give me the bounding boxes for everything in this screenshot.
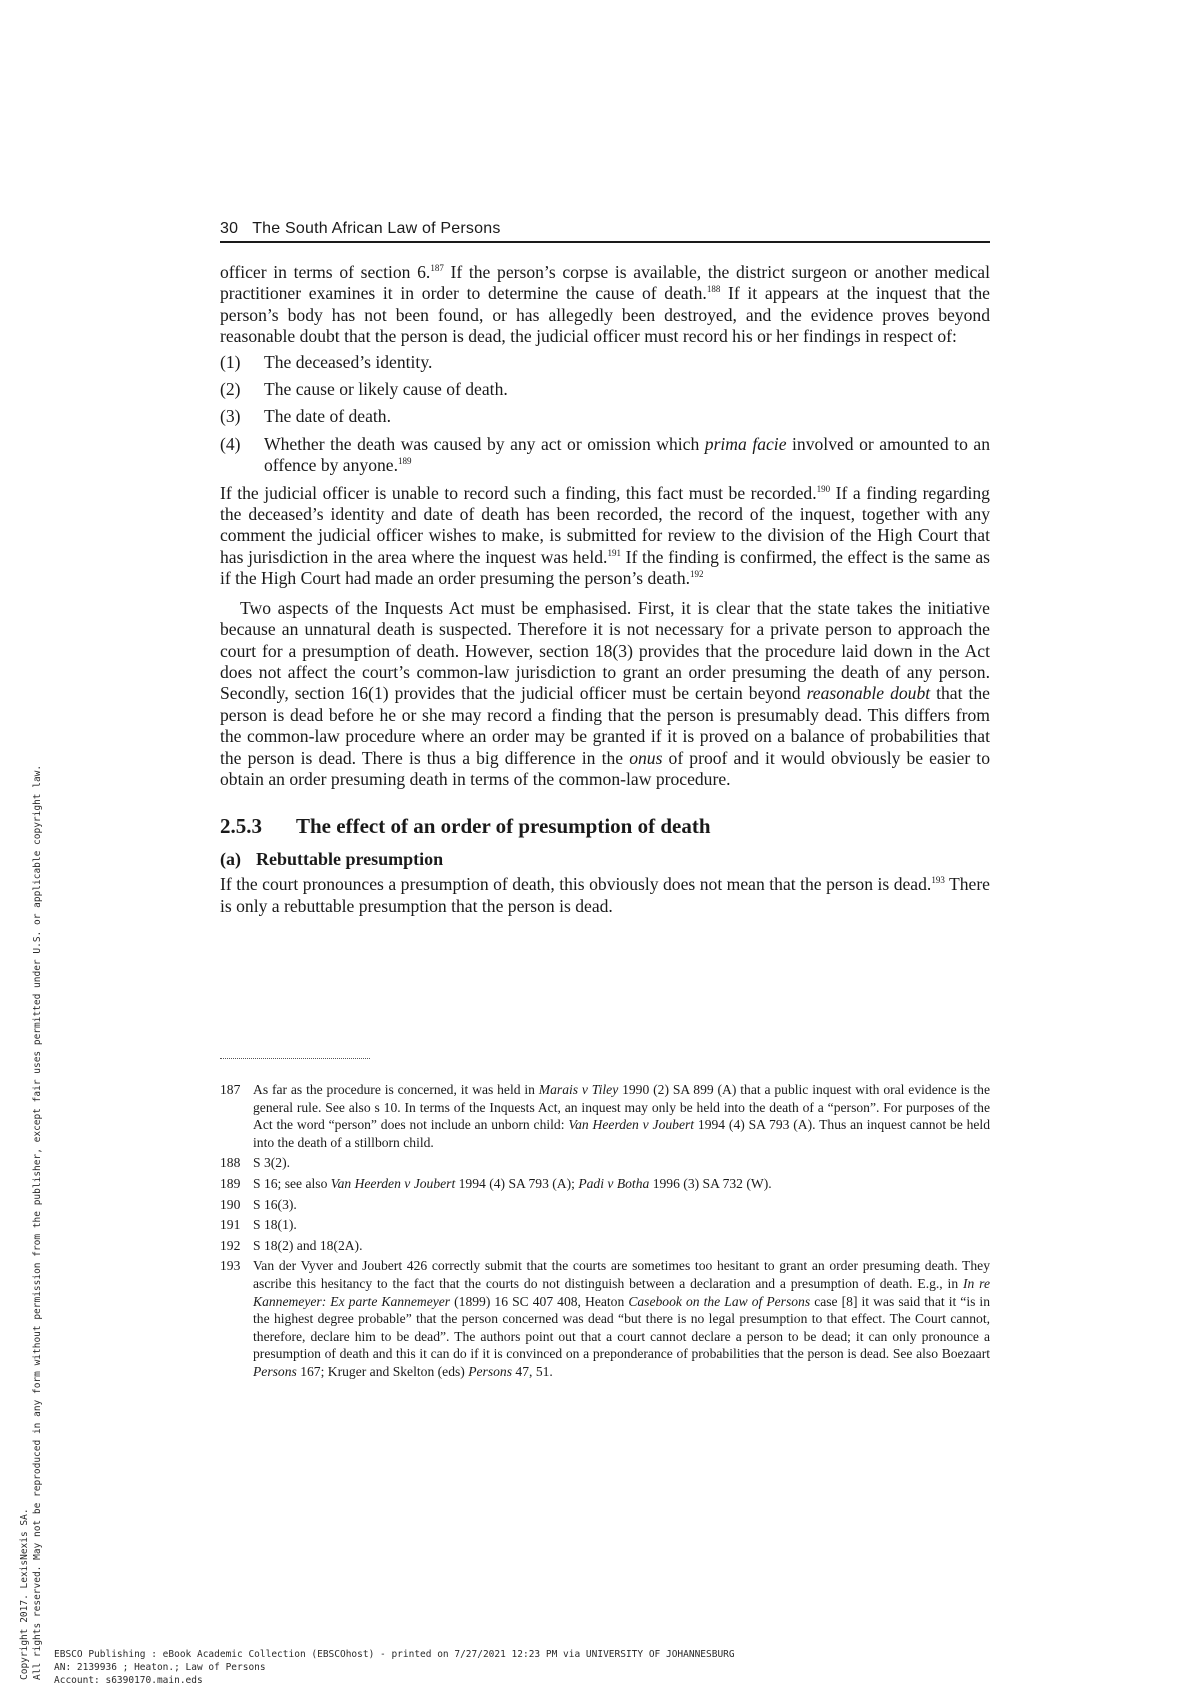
paragraph-inquest-findings: officer in terms of section 6.$^{187}$ If the person’s corpse is available, the district surgeon or another medical practitioner examines it in order to determine the cause of death.$^{188}$ If it appears at the inquest that the person’s body has not been found, or has allegedly been destroyed, and the evidence proves beyond reasonable doubt that the person is dead, the judicial officer must record his or her findings in respect of: <box>220 262 990 347</box>
footnote-ref-187: 187 <box>430 263 444 274</box>
footnote-191: 191 S 18(1). <box>220 1217 297 1233</box>
footnote-188: 188 S 3(2). <box>220 1155 291 1171</box>
running-title: The South African Law of Persons <box>252 220 501 237</box>
footnote-ref-193: 193 <box>931 875 945 886</box>
footnote-187: 187 As far as the procedure is concerned, it was held in Marais v Tiley 1990 (2) SA 899 (A) that a public inquest with oral evidence is the general rule. See also s 10. In terms of the Inquests Act, an inquest may only be held into the death of a “person”. For purposes of the Act the word “person” does not include an unborn child: Van Heerden v Joubert 1994 (4) SA 793 (A). Thus an inquest cannot be held into the death of a stillborn child. <box>220 1082 990 1150</box>
footnote-192: 192 S 18(2) and 18(2A). <box>220 1237 363 1253</box>
list-item: (1) The deceased’s identity. <box>220 351 433 372</box>
print-footer: EBSCO Publishing : eBook Academic Collection (EBSCOhost) - printed on 7/27/2021 12:23 PM via UNIVERSITY OF JOHANNESBURG AN: 2139936 ; Heaton.; Law of Persons Account: s6390170.main.eds <box>54 1649 735 1686</box>
footnote-ref-189: 189 <box>398 456 412 467</box>
paragraph-review: If the judicial officer is unable to record such a finding, this fact must be recorded.$^{190}$ If a finding regarding the deceased’s identity and date of death has been recorded, the record of the inquest, together with any comment the judicial officer wishes to make, is submitted for review to the division of the High Court that has jurisdiction in the area where the inquest was held.$^{191}$ If the finding is confirmed, the effect is the same as if the High Court had made an order presuming the person’s death.$^{192}$ <box>220 482 991 589</box>
footnote-ref-190: 190 <box>816 483 831 494</box>
footnote-ref-192: 192 <box>690 569 704 580</box>
footnote-ref-188: 188 <box>706 284 721 295</box>
findings-list <box>220 352 990 477</box>
footnote-ref-191: 191 <box>607 548 621 559</box>
main-text <box>220 262 990 917</box>
subsection-heading: (a) Rebuttable presumption <box>220 849 444 870</box>
footnote-189: 189 S 16; see also Van Heerden v Joubert 1994 (4) SA 793 (A); Padi v Botha 1996 (3) SA 732 (W). <box>220 1175 772 1191</box>
footnotes <box>220 1081 990 1384</box>
list-item: (2) The cause or likely cause of death. <box>220 379 508 400</box>
paragraph-two-aspects: Two aspects of the Inquests Act must be emphasised. First, it is clear that the state takes the initiative because an unnatural death is suspected. Therefore it is not necessary for a private person to approach the court for a presumption of death. However, section 18(3) provides that the procedure laid down in the Act does not affect the court’s common-law jurisdiction to grant an order presuming the death of any person. Secondly, section 16(1) provides that the judicial officer must be certain beyond reasonable doubt that the person is dead before he or she may record a finding that the person is presumably dead. This differs from the common-law procedure where an order may be granted if it is proved on a balance of probabilities that the person is dead. There is thus a big difference in the onus of proof and it would obviously be easier to obtain an order presuming death in terms of the common-law procedure. <box>220 597 990 789</box>
paragraph-rebuttable: If the court pronounces a presumption of death, this obviously does not mean that the person is dead.$^{193}$ There is only a rebuttable presumption that the person is dead. <box>220 874 990 916</box>
list-item: (4) Whether the death was caused by any act or omission which prima facie involved or amounted to an offence by anyone.$^{189}$ <box>220 433 990 476</box>
page-header <box>220 220 990 243</box>
copyright-notice: Copyright 2017. LexisNexis SA. All rights reserved. May not be reproduced in any form without permission from the publisher, except fair uses permitted under U.S. or applicable copyright law. <box>19 764 43 1680</box>
list-item: (3) The date of death. <box>220 406 392 427</box>
footnote-193: 193 Van der Vyver and Joubert 426 correctly submit that the courts are sometimes too hesitant to grant an order presuming death. They ascribe this hesitancy to the fact that the courts do not distinguish between a declaration and a presumption of death. E.g., in In re Kannemeyer: Ex parte Kannemeyer (1899) 16 SC 407 408, Heaton Casebook on the Law of Persons case [8] it was said that it “is in the highest degree probable” that the person concerned was dead “but there is no legal presumption to that effect. The Court cannot, therefore, declare him to be dead”. The authors point out that a court cannot declare a person to be dead; it can only pronounce a presumption of death and this it can do if it is convinced on a preponderance of probabilities that the person is dead. See also Boezaart Persons 167; Kruger and Skelton (eds) Persons 47, 51. <box>220 1258 991 1379</box>
footnote-190: 190 S 16(3). <box>220 1196 297 1212</box>
footnote-divider <box>220 1058 370 1059</box>
section-heading: 2.5.3 The effect of an order of presumption of death <box>220 814 711 839</box>
page-number: 30 <box>220 220 239 237</box>
